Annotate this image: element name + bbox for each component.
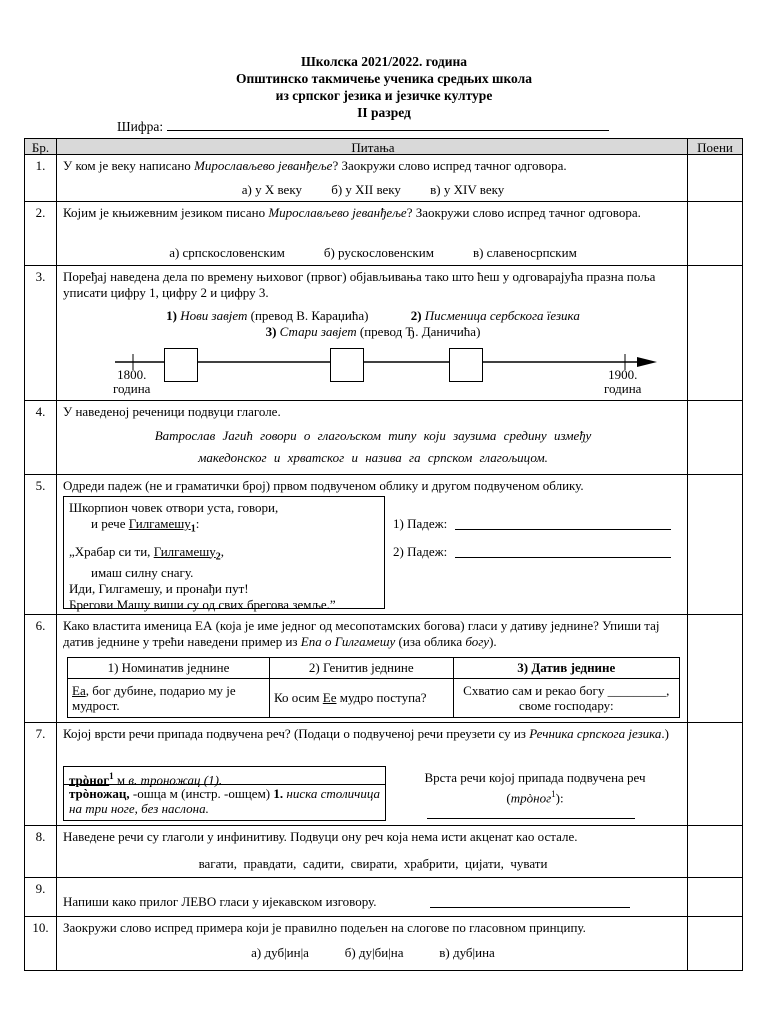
question-number: 3.: [25, 266, 57, 400]
points-cell[interactable]: [687, 723, 742, 825]
declension-table: [67, 657, 680, 718]
question-text: Одреди падеж (не и граматички број) првом подвученом облику и другом подвученом облику.: [63, 478, 584, 493]
question-row-7: [24, 722, 743, 826]
option-c[interactable]: в) славеносрпским: [472, 245, 577, 260]
col-genitive: 2) Генитив једнине: [269, 658, 453, 679]
poem-excerpt-box: Шкорпион човек отвори уста, говори, и рече Гилгамешу$_1$: „Храбар си ти, Гилгамешу$_2$, имаш силну снагу. Иди, Гилгамешу, и пронађи пут! Брегови Машу виши су од свих брегова земље.”: [63, 496, 385, 609]
dictionary-entry-box: [63, 766, 386, 821]
document-header: [0, 53, 768, 121]
start-year-label: 1800. година: [113, 367, 151, 396]
dative-example[interactable]: Схватио сам и рекао богу _________, своме господару:: [453, 679, 679, 718]
points-cell[interactable]: [687, 917, 742, 970]
question-number: 7.: [25, 723, 57, 825]
sentence-line-2[interactable]: македонског и хрватског и назива га српском глагољицом.: [198, 450, 548, 465]
header-question: Питања: [351, 140, 395, 155]
question-row-3: [24, 265, 743, 401]
question-number: 6.: [25, 615, 57, 722]
points-cell[interactable]: [687, 202, 742, 265]
works-list-2: 3) Стари завјет (превод Ђ. Даничића): [265, 324, 481, 339]
genitive-example: Ко осим Ее мудро поступа?: [269, 679, 453, 718]
question-text: Напиши како прилог ЛЕВО гласи у ијекавском изговору.: [63, 894, 377, 909]
question-number: 9.: [25, 878, 57, 916]
dictionary-entry-1: трòног$^1$ м в. троножац (1).: [64, 767, 385, 785]
code-input-line[interactable]: [167, 118, 609, 131]
points-cell[interactable]: [687, 155, 742, 201]
nominative-example: Еа, бог дубине, подарио му је мудрост.: [68, 679, 270, 718]
case-2-answer-line[interactable]: [455, 544, 671, 558]
question-row-9: [24, 877, 743, 917]
option-c[interactable]: в) у XIV веку: [430, 182, 505, 197]
answer-box-2[interactable]: [330, 348, 364, 382]
option-b[interactable]: б) у XII веку: [331, 182, 401, 197]
question-text: Којим је књижевним језиком писано Мирослављево јеванђеље? Заокружи слово испред тачног одговора.: [63, 205, 641, 220]
answer-options: [63, 245, 683, 261]
question-text: У ком је веку написано Мирослављево јеванђеље? Заокружи слово испред тачног одговора.: [63, 158, 567, 173]
school-year: Школска 2021/2022. година: [300, 54, 468, 69]
question-row-6: [24, 614, 743, 723]
question-row-4: [24, 400, 743, 475]
competition-subject: из српског језика и језичке културе: [275, 88, 493, 103]
points-cell[interactable]: [687, 826, 742, 877]
question-text: Поређај наведена дела по времену њиховог (првог) објављивања тако што ћеш у одговарајућа празна поља уписати цифру 1, цифру 2 и цифру 3.: [63, 269, 656, 300]
question-row-5: [24, 474, 743, 615]
question-number: 10.: [25, 917, 57, 970]
option-b[interactable]: б) ду|би|на: [344, 945, 404, 960]
answer-options: [63, 945, 683, 961]
word-type-prompt: Врста речи којој припада подвучена реч (трòног$^1$):: [424, 770, 646, 806]
works-list-1: 1) Нови завјет (превод В. Караџића) 2) Писменица сербскога їезика: [166, 308, 580, 323]
question-row-10: [24, 916, 743, 971]
code-label: Шифра:: [117, 119, 164, 134]
col-nominative: 1) Номинатив једнине: [68, 658, 270, 679]
question-row-2: [24, 201, 743, 266]
verb-list[interactable]: вагати, правдати, садити, свирати, храбрити, цијати, чувати: [198, 856, 548, 871]
question-number: 2.: [25, 202, 57, 265]
adverb-answer-line[interactable]: [430, 894, 630, 908]
competition-title: Општинско такмичење ученика средњих школа: [236, 71, 532, 86]
question-number: 5.: [25, 475, 57, 614]
code-field: [117, 118, 609, 135]
grade-label: II разред: [357, 105, 411, 120]
case-1-label: 1) Падеж:: [393, 516, 448, 531]
case-1-answer-line[interactable]: [455, 516, 671, 530]
option-c[interactable]: в) дуб|ина: [439, 945, 495, 960]
option-a[interactable]: а) српскословенским: [169, 245, 285, 260]
points-cell[interactable]: [687, 475, 742, 614]
option-a[interactable]: а) у X веку: [241, 182, 302, 197]
table-header: [24, 138, 743, 155]
question-text: У наведеној реченици подвуци глаголе.: [63, 404, 281, 419]
question-text: Којој врсти речи припада подвучена реч? (Подаци о подвученој речи преузети су из Речника српскога језика.): [63, 726, 669, 741]
question-number: 4.: [25, 401, 57, 474]
question-row-1: [24, 154, 743, 202]
question-number: 1.: [25, 155, 57, 201]
question-number: 8.: [25, 826, 57, 877]
col-dative: 3) Датив једнине: [453, 658, 679, 679]
question-row-8: [24, 825, 743, 878]
word-type-answer-line[interactable]: [427, 806, 635, 819]
case-2-label: 2) Падеж:: [393, 544, 448, 559]
option-b[interactable]: б) рускословенским: [323, 245, 434, 260]
end-year-label: 1900. година: [604, 367, 642, 396]
answer-box-3[interactable]: [449, 348, 483, 382]
timeline-arrow: [637, 357, 657, 367]
points-cell[interactable]: [687, 615, 742, 722]
question-text: Наведене речи су глаголи у инфинитиву. Подвуци ону реч која нема исти акценат као остале.: [63, 829, 578, 844]
answer-options: [63, 182, 683, 198]
header-num: Бр.: [25, 139, 57, 154]
points-cell[interactable]: [687, 401, 742, 474]
option-a[interactable]: а) дуб|ин|а: [251, 945, 309, 960]
points-cell[interactable]: [687, 266, 742, 400]
header-points: Поени: [687, 139, 742, 154]
points-cell[interactable]: [687, 878, 742, 916]
sentence-line-1[interactable]: Ватрослав Јагић говори о глагољском типу који заузима средину између: [154, 428, 592, 443]
answer-box-1[interactable]: [164, 348, 198, 382]
dictionary-entry-2: трòножац, -ошца м (инстр. -ошцем) 1. ниска столичица на три ноге, без наслона.: [69, 786, 380, 816]
question-text: Заокружи слово испред примера који је правилно подељен на слогове по гласовном принципу.: [63, 920, 586, 935]
question-text: Како властита именица ЕА (која је име једног од месопотамских богова) гласи у дативу једнине? Упиши тај датив једнине у трећи наведени пример из Епа о Гилгамешу (иза облика богу).: [63, 618, 660, 649]
